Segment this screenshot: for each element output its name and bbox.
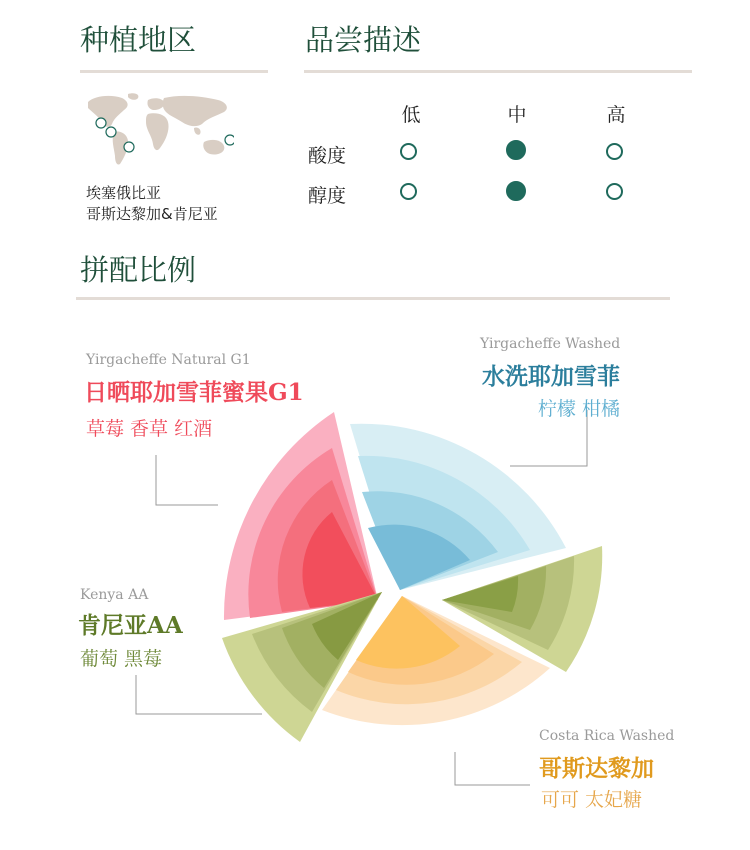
acidity-dot-mid [506,140,526,160]
region-divider [80,70,268,73]
body-label: 醇度 [308,185,347,207]
red-notes: 草莓 香草 红酒 [86,418,213,440]
blend-divider [76,297,670,300]
region-ethiopia: 埃塞俄比亚 [86,184,162,202]
body-dot-high [606,183,623,200]
segment-green-left [222,592,382,742]
blue-notes: 柠檬 柑橘 [538,398,621,420]
orange-name: 哥斯达黎加 [539,755,654,782]
level-high: 高 [606,104,626,126]
segment-red [224,412,378,620]
green-name: 肯尼亚AA [78,612,183,639]
red-name: 日晒耶加雪菲蜜果G1 [84,379,304,406]
orange-notes: 可可 太妃糖 [541,789,643,811]
tasting-divider [304,70,692,73]
orange-english-label: Costa Rica Washed [539,728,675,744]
level-mid: 中 [507,104,527,126]
world-map [84,92,234,170]
leader-line-red [156,455,218,505]
green-notes: 葡萄 黑莓 [80,648,163,670]
blue-name: 水洗耶加雪菲 [482,363,620,390]
acidity-label: 酸度 [308,145,347,167]
acidity-dot-high [606,143,623,160]
blend-heading: 拼配比例 [80,253,197,287]
region-heading: 种植地区 [80,23,197,57]
body-dot-low [400,183,417,200]
red-english-label: Yirgacheffe Natural G1 [86,352,251,368]
segment-blue [350,424,566,590]
region-costarica-kenya: 哥斯达黎加&肯尼亚 [86,205,218,223]
map-marker-4 [225,135,234,145]
acidity-dot-low [400,143,417,160]
green-english-label: Kenya AA [80,587,149,603]
segment-orange [322,596,550,725]
tasting-heading: 品尝描述 [305,23,422,57]
leader-line-orange [455,752,530,785]
body-dot-mid [506,181,526,201]
segment-green-right [442,546,602,672]
leader-line-green [136,675,262,714]
map-marker-1 [96,118,106,128]
map-marker-3 [124,142,134,152]
level-low: 低 [401,104,421,126]
map-marker-2 [106,127,116,137]
blue-english-label: Yirgacheffe Washed [480,336,621,352]
